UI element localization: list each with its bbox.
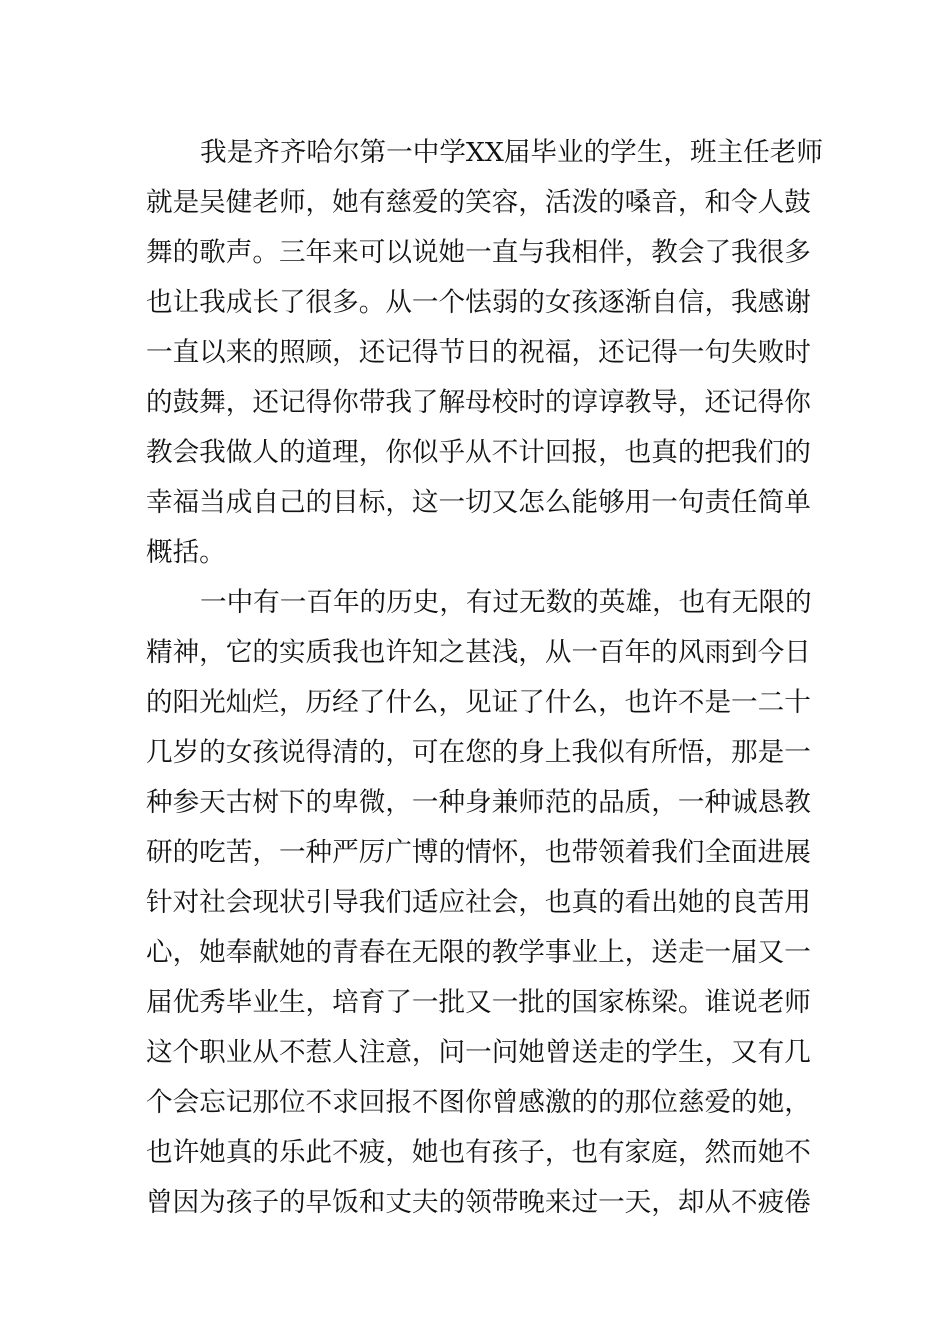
paragraph-2 — [146, 578, 812, 1228]
text-line: 也许她真的乐此不疲，她也有孩子，也有家庭，然而她不 — [146, 1137, 811, 1168]
text-line: 届优秀毕业生，培育了一批又一批的国家栋梁。谁说老师 — [146, 987, 811, 1018]
paragraph-1 — [146, 128, 823, 578]
text-line: 精神，它的实质我也许知之甚浅，从一百年的风雨到今日 — [146, 637, 811, 668]
text-line: 就是吴健老师，她有慈爱的笑容，活泼的嗓音，和令人鼓 — [146, 187, 811, 218]
text-line: 舞的歌声。三年来可以说她一直与我相伴，教会了我很多 — [146, 237, 811, 268]
text-line: 我是齐齐哈尔第一中学XX届毕业的学生，班主任老师 — [200, 137, 823, 168]
text-line: 也让我成长了很多。从一个怯弱的女孩逐渐自信，我感谢 — [146, 287, 811, 318]
text-line: 一直以来的照顾，还记得节日的祝福，还记得一句失败时 — [146, 337, 811, 368]
text-line: 种参天古树下的卑微，一种身兼师范的品质，一种诚恳教 — [146, 787, 811, 818]
text-line: 幸福当成自己的目标，这一切又怎么能够用一句责任简单 — [146, 487, 811, 518]
text-line: 概括。 — [146, 537, 226, 568]
text-line: 曾因为孩子的早饭和丈夫的领带晚来过一天，却从不疲倦 — [146, 1187, 811, 1218]
text-line: 针对社会现状引导我们适应社会，也真的看出她的良苦用 — [146, 887, 811, 918]
text-line: 心，她奉献她的青春在无限的教学事业上，送走一届又一 — [146, 937, 811, 968]
document-body — [146, 128, 823, 1228]
text-line: 的鼓舞，还记得你带我了解母校时的谆谆教导，还记得你 — [146, 387, 811, 418]
text-line: 的阳光灿烂，历经了什么，见证了什么，也许不是一二十 — [146, 687, 811, 718]
text-line: 研的吃苦，一种严厉广博的情怀，也带领着我们全面进展 — [146, 837, 811, 868]
text-line: 这个职业从不惹人注意，问一问她曾送走的学生，又有几 — [146, 1037, 811, 1068]
text-line: 个会忘记那位不求回报不图你曾感激的的那位慈爱的她， — [146, 1087, 811, 1118]
text-line: 几岁的女孩说得清的，可在您的身上我似有所悟，那是一 — [146, 737, 811, 768]
text-line: 教会我做人的道理，你似乎从不计回报，也真的把我们的 — [146, 437, 811, 468]
text-line: 一中有一百年的历史，有过无数的英雄，也有无限的 — [200, 587, 812, 618]
